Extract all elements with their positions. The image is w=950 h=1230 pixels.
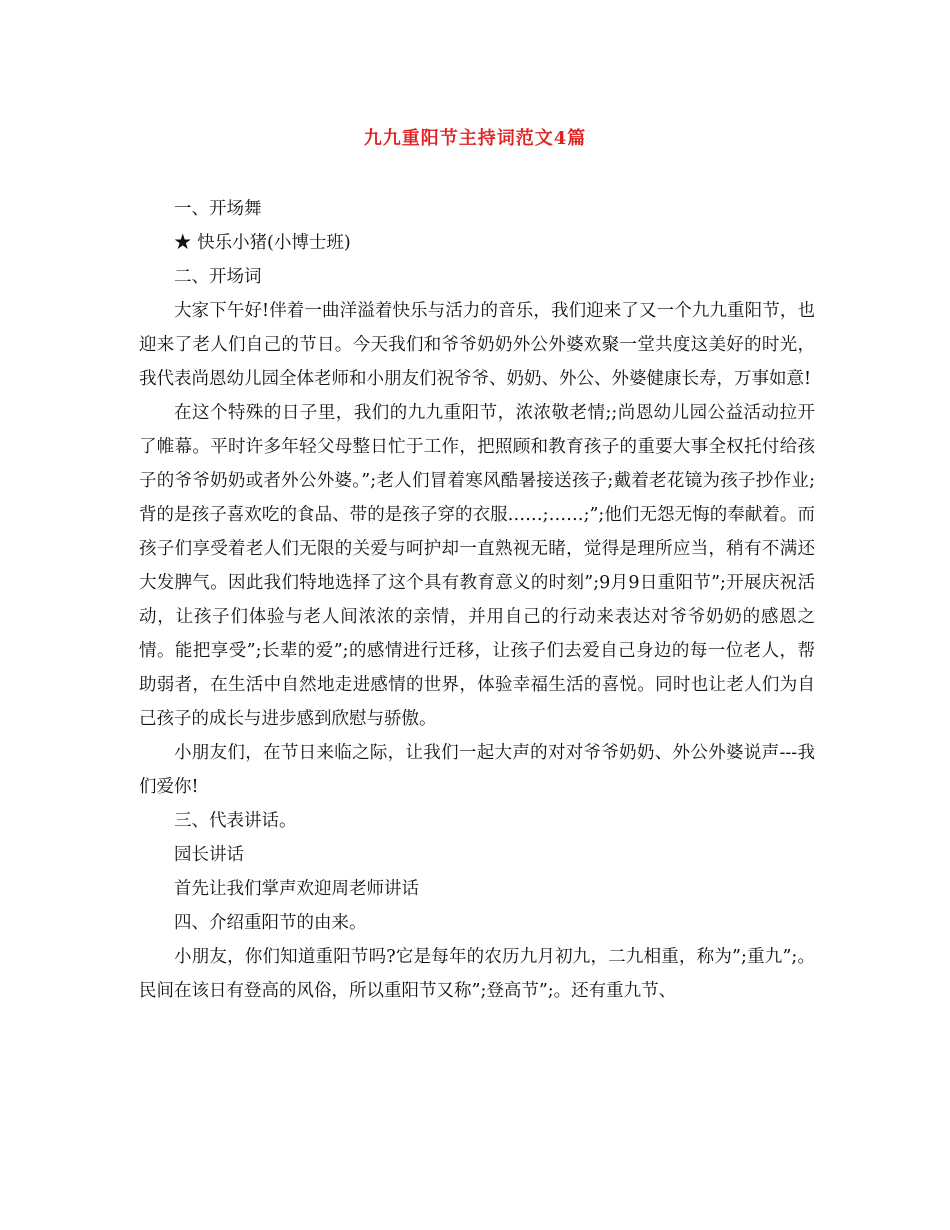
- body-paragraph: 小朋友们，在节日来临之际，让我们一起大声的对对爷爷奶奶、外公外婆说声---我们爱你!: [139, 743, 815, 797]
- document-title: 九九重阳节主持词范文4篇: [363, 128, 587, 149]
- document-body: [139, 192, 815, 1008]
- section-heading-origin: 四、介绍重阳节的由来。: [174, 913, 367, 933]
- program-item: 园长讲话: [174, 845, 244, 865]
- section-heading-opening-words: 二、开场词: [174, 267, 262, 287]
- body-paragraph: 小朋友，你们知道重阳节吗?它是每年的农历九月初九，二九相重，称为”;重九”;。民间在该日有登高的风俗，所以重阳节又称”;登高节”;。还有重九节、: [139, 947, 815, 1001]
- body-paragraph: 大家下午好!伴着一曲洋溢着快乐与活力的音乐，我们迎来了又一个九九重阳节，也迎来了老人们自己的节日。今天我们和爷爷奶奶外公外婆欢聚一堂共度这美好的时光，我代表尚恩幼儿园全体老师和小朋友们祝爷爷、奶奶、外公、外婆健康长寿，万事如意!: [139, 301, 815, 389]
- program-item: ★ 快乐小猪(小博士班): [174, 233, 351, 253]
- section-heading-opening-dance: 一、开场舞: [174, 199, 262, 219]
- section-heading-speech: 三、代表讲话。: [174, 811, 297, 831]
- program-item: 首先让我们掌声欢迎周老师讲话: [174, 879, 419, 899]
- body-paragraph: 在这个特殊的日子里，我们的九九重阳节，浓浓敬老情;;尚恩幼儿园公益活动拉开了帷幕。平时许多年轻父母整日忙于工作，把照顾和教育孩子的重要大事全权托付给孩子的爷爷奶奶或者外公外婆。”;老人们冒着寒风酷暑接送孩子;戴着老花镜为孩子抄作业;背的是孩子喜欢吃的食品、带的是孩子穿的衣服……;……;”;他们无怨无悔的奉献着。而孩子们享受着老人们无限的关爱与呵护却一直熟视无睹，觉得是理所应当，稍有不满还大发脾气。因此我们特地选择了这个具有教育意义的时刻”;9月9日重阳节”;开展庆祝活动，让孩子们体验与老人间浓浓的亲情，并用自己的行动来表达对爷爷奶奶的感恩之情。能把享受”;长辈的爱”;的感情进行迁移，让孩子们去爱自己身边的每一位老人，帮助弱者，在生活中自然地走进感情的世界，体验幸福生活的喜悦。同时也让老人们为自己孩子的成长与进步感到欣慰与骄傲。: [139, 403, 815, 729]
